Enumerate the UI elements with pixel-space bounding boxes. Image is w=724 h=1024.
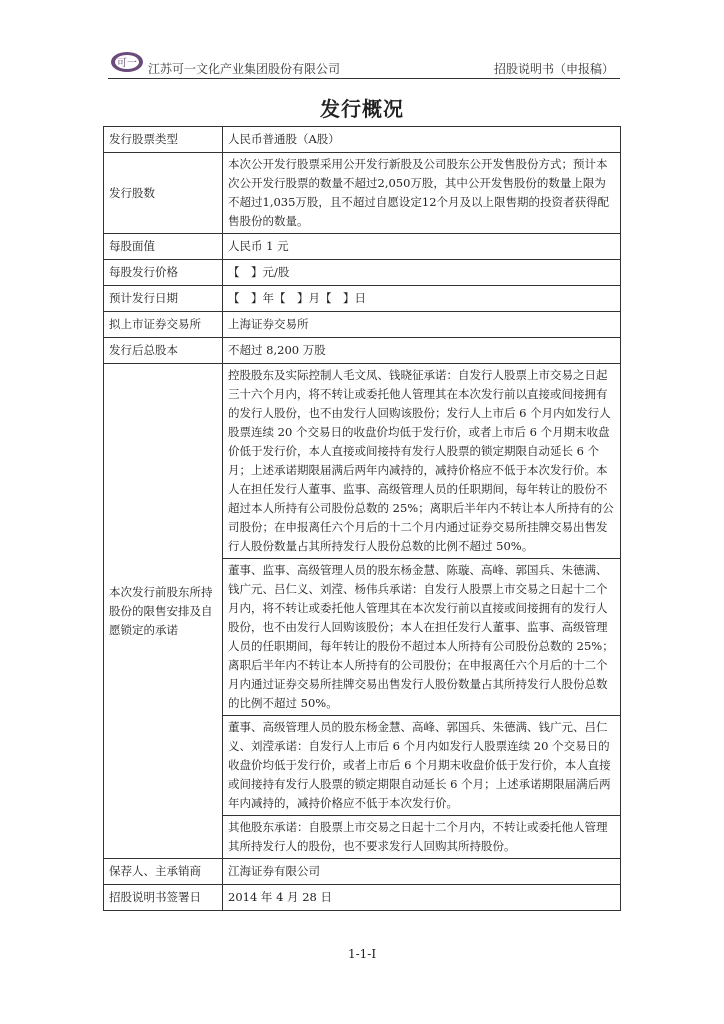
- company-name: 江苏可一文化产业集团股份有限公司: [148, 62, 341, 76]
- row-label: 每股面值: [104, 234, 223, 260]
- table-row: [104, 312, 621, 338]
- lockup-commitment: 其他股东承诺：自股票上市交易之日起十二个月内，不转让或委托他人管理其所持发行人的股份，也不要求发行人回购其所持股份。: [223, 816, 621, 859]
- row-value: 本次公开发行股票采用公开发行新股及公司股东公开发售股份方式；预计本次公开发行股票的数量不超过2,050万股，其中公开发售股份的数量上限为不超过1,035万股，且不超过自愿设定12个月及以上限售期的投资者获得配售股份的数量。: [223, 153, 621, 234]
- table-row: [104, 338, 621, 364]
- row-label: 预计发行日期: [104, 286, 223, 312]
- page-number: 1-1-I: [347, 947, 377, 961]
- lockup-commitment: 控股股东及实际控制人毛文凤、钱晓征承诺：自发行人股票上市交易之日起三十六个月内，将不转让或委托他人管理其在本次发行前以直接或间接拥有的发行人股份，也不由发行人回购该股份；发行人上市后 6 个月内如发行人股票连续 20 个交易日的收盘价均低于发行价，或者上市后 6 个月期末收盘价低于发行价，本人直接或间接持有发行人股票的锁定期限自动延长 6 个月；上述承诺期限届满后两年内减持的，减持价格应不低于本次发行价。本人在担任发行人董事、监事、高级管理人员的任职期间，每年转让的股份不超过本人所持有公司股份总数的 25%；离职后半年内不转让本人所持有的公司股份；在申报离任六个月后的十二个月内通过证券交易所挂牌交易出售发行人股份数量占其所持发行人股份总数的比例不超过 50%。: [223, 364, 621, 559]
- row-value: 2014 年 4 月 28 日: [223, 885, 621, 911]
- row-label: 发行股票类型: [104, 127, 223, 153]
- row-value: 人民币 1 元: [223, 234, 621, 260]
- lockup-commitment: 董事、监事、高级管理人员的股东杨金慧、陈璇、高峰、郭国兵、朱德满、钱广元、吕仁义、刘滢、杨伟兵承诺：自发行人股票上市交易之日起十二个月内，将不转让或委托他人管理其在本次发行前以直接或间接拥有的发行人股份，也不由发行人回购该股份；本人在担任发行人董事、监事、高级管理人员的任职期间，每年转让的股份不超过本人所持有公司股份总数的 25%；离职后半年内不转让本人所持有的公司股份；在申报离任六个月后的十二个月内通过证券交易所挂牌交易出售发行人股份数量占其所持发行人股份总数的比例不超过 50%。: [223, 559, 621, 716]
- table-row: [104, 260, 621, 286]
- row-value: 【 】元/股: [223, 260, 621, 286]
- table-row: [104, 153, 621, 234]
- row-label: 保荐人、主承销商: [104, 859, 223, 885]
- page-header: [108, 50, 620, 79]
- lockup-label: 本次发行前股东所持股份的限售安排及自愿锁定的承诺: [104, 364, 223, 859]
- table-row: [104, 885, 621, 911]
- table-row: [104, 286, 621, 312]
- document-name: 招股说明书（申报稿）: [493, 62, 614, 76]
- row-label: 每股发行价格: [104, 260, 223, 286]
- table-row: [104, 127, 621, 153]
- row-label: 拟上市证券交易所: [104, 312, 223, 338]
- row-label: 发行后总股本: [104, 338, 223, 364]
- page-title: 发行概况: [320, 97, 404, 121]
- issuance-overview-table: [103, 126, 621, 911]
- row-label: 招股说明书签署日: [104, 885, 223, 911]
- table-row: [104, 364, 621, 559]
- row-value: 不超过 8,200 万股: [223, 338, 621, 364]
- row-value: 人民币普通股（A股）: [223, 127, 621, 153]
- logo-text: 可一: [117, 58, 137, 69]
- company-logo: [110, 50, 146, 74]
- table-row: [104, 234, 621, 260]
- row-value: 【 】年【 】月【 】日: [223, 286, 621, 312]
- row-value: 江海证券有限公司: [223, 859, 621, 885]
- row-label: 发行股数: [104, 153, 223, 234]
- table-row: [104, 859, 621, 885]
- row-value: 上海证券交易所: [223, 312, 621, 338]
- lockup-commitment: 董事、高级管理人员的股东杨金慧、高峰、郭国兵、朱德满、钱广元、吕仁义、刘滢承诺：自发行人上市后 6 个月内如发行人股票连续 20 个交易日的收盘价均低于发行价，或者上市后 6 个月期末收盘价低于发行价，本人直接或间接持有发行人股票的锁定期限自动延长 6 个月；上述承诺期限届满后两年内减持的，减持价格应不低于本次发行价。: [223, 716, 621, 816]
